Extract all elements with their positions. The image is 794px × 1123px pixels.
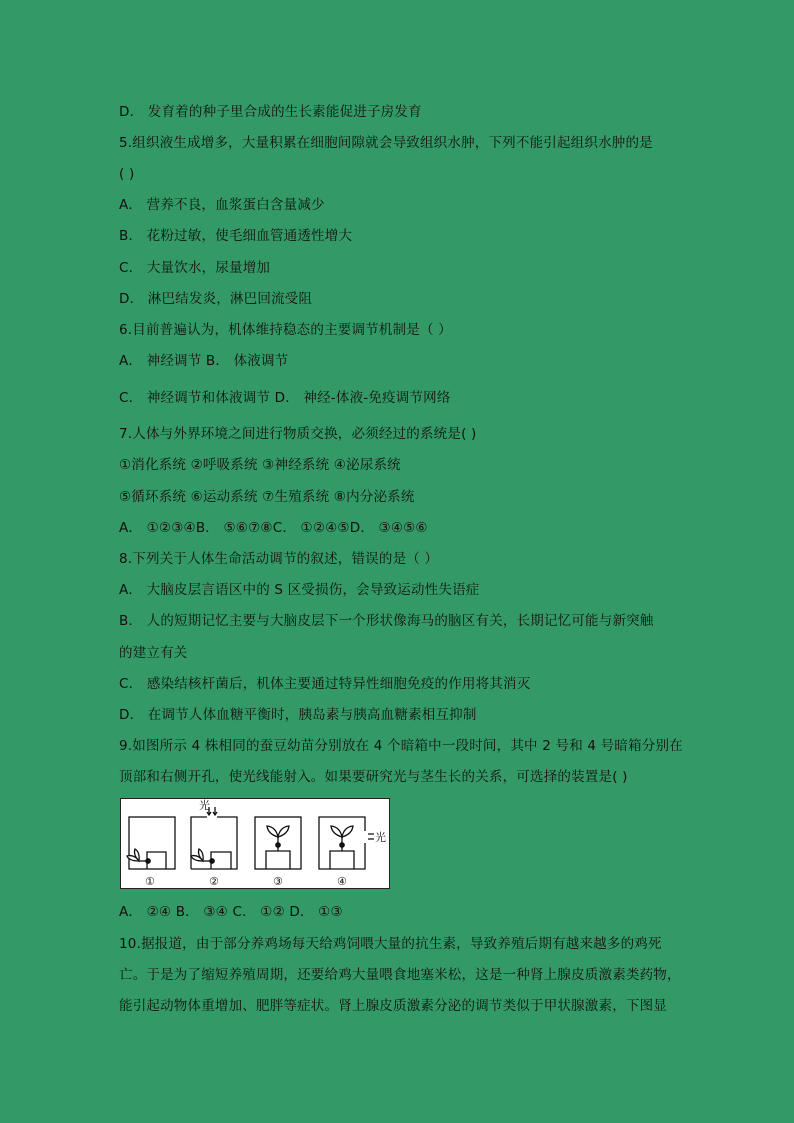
- line-q6-options-cd: C． 神经调节和体液调节 D． 神经-体液-免疫调节网络: [119, 390, 451, 406]
- line-q5-option-c: C． 大量饮水，尿量增加: [119, 260, 271, 276]
- line-q7-items-2: ⑤循环系统 ⑥运动系统 ⑦生殖系统 ⑧内分泌系统: [119, 489, 415, 505]
- line-q7-options: A． ①②③④B． ⑤⑥⑦⑧C． ①②④⑤D． ③④⑤⑥: [119, 520, 428, 536]
- line-q7-stem: 7.人体与外界环境之间进行物质交换，必须经过的系统是( ): [119, 426, 477, 442]
- box-label-4: ④: [337, 875, 347, 888]
- line-q9-stem-2: 顶部和右侧开孔，使光线能射入。如果要研究光与茎生长的关系，可选择的装置是( ): [119, 769, 628, 785]
- line-q8-stem: 8.下列关于人体生命活动调节的叙述，错误的是（ ）: [119, 551, 439, 567]
- line-q6-stem: 6.目前普遍认为，机体维持稳态的主要调节机制是（ ）: [119, 322, 452, 338]
- line-q6-options-ab: A． 神经调节 B． 体液调节: [119, 353, 289, 369]
- line-q9-stem-1: 9.如图所示 4 株相同的蚕豆幼苗分别放在 4 个暗箱中一段时间，其中 2 号和 4 号暗箱分别在: [119, 738, 683, 754]
- box-2: [191, 807, 237, 869]
- line-q9-options: A． ②④ B． ③④ C． ①② D． ①③: [119, 904, 343, 920]
- line-q5-option-d: D． 淋巴结发炎，淋巴回流受阻: [119, 291, 313, 307]
- line-q8-option-d: D． 在调节人体血糖平衡时，胰岛素与胰高血糖素相互抑制: [119, 707, 477, 723]
- line-q4-option-d: D． 发育着的种子里合成的生长素能促进子房发育: [119, 104, 422, 120]
- line-q5-stem-1: 5.组织液生成增多，大量积累在细胞间隙就会导致组织水肿，下列不能引起组织水肿的是: [119, 135, 653, 151]
- box-3: [255, 817, 301, 869]
- line-q5-option-b: B． 花粉过敏，使毛细血管通透性增大: [119, 228, 353, 244]
- line-q10-stem-3: 能引起动物体重增加、肥胖等症状。肾上腺皮质激素分泌的调节类似于甲状腺激素，下图显: [119, 998, 667, 1014]
- seedling-box-figure: [120, 798, 390, 889]
- box-label-1: ①: [145, 875, 155, 888]
- line-q5-option-a: A． 营养不良，血浆蛋白含量减少: [119, 197, 325, 213]
- line-q8-option-b-2: 的建立有关: [119, 645, 188, 661]
- line-q8-option-a: A． 大脑皮层言语区中的 S 区受损伤，会导致运动性失语症: [119, 582, 480, 598]
- box-label-2: ②: [209, 875, 219, 888]
- box-label-3: ③: [273, 875, 283, 888]
- light-label-top: 光: [199, 799, 210, 812]
- line-q10-stem-2: 亡。于是为了缩短养殖周期，还要给鸡大量喂食地塞米松，这是一种肾上腺皮质激素类药物，: [119, 967, 681, 983]
- line-q5-stem-2: ( ): [119, 166, 135, 182]
- light-label-right: 光: [375, 831, 386, 844]
- line-q10-stem-1: 10.据报道，由于部分养鸡场每天给鸡饲喂大量的抗生素，导致养殖后期有越来越多的鸡死: [119, 936, 662, 952]
- line-q7-items-1: ①消化系统 ②呼吸系统 ③神经系统 ④泌尿系统: [119, 457, 401, 473]
- box-4: [319, 817, 374, 869]
- line-q8-option-b-1: B． 人的短期记忆主要与大脑皮层下一个形状像海马的脑区有关，长期记忆可能与新突触: [119, 613, 654, 629]
- line-q8-option-c: C． 感染结核杆菌后，机体主要通过特异性细胞免疫的作用将其消灭: [119, 676, 531, 692]
- box-1: [127, 817, 175, 869]
